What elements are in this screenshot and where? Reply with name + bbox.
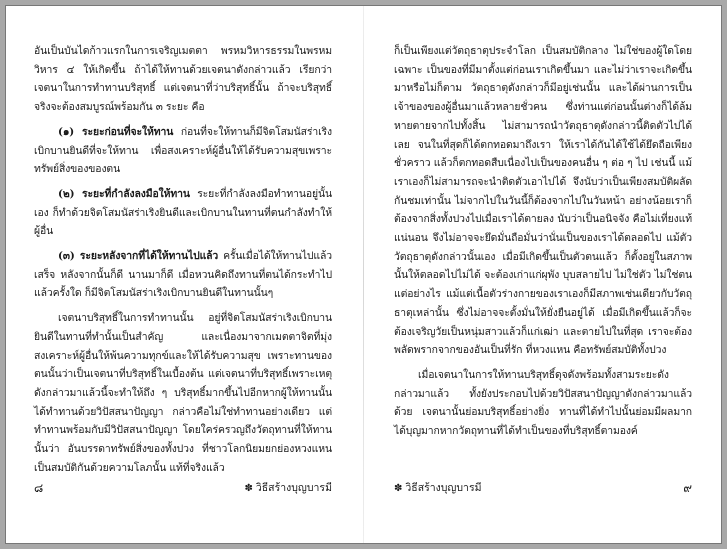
left-page-body xyxy=(34,42,332,477)
left-running-title-text: วิธีสร้างบุญบารมี xyxy=(255,482,332,494)
right-page-body xyxy=(394,42,692,441)
left-page-footer xyxy=(34,480,332,496)
book-gutter xyxy=(363,6,364,543)
left-page xyxy=(34,42,332,512)
paragraph-heading: (๑) ระยะก่อนที่จะให้ทาน xyxy=(58,125,174,138)
paragraph xyxy=(34,42,332,117)
paragraph xyxy=(34,185,332,241)
right-running-title-text: วิธีสร้างบุญบารมี xyxy=(405,482,482,494)
paragraph xyxy=(34,309,332,477)
left-page-running-title xyxy=(244,480,332,497)
paragraph-text: ก็เป็นเพียงแต่วัตถุธาตุประจำโลก เป็นสมบัติกลาง ไม่ใช่ของผู้ใดโดยเฉพาะ เป็นของที่มีมาตั้งแต่ก่อนเราเกิดขึ้นมา และไม่ว่าเราจะเกิดขึ้นมาหรือไม่ก็ตาม วัตถุธาตุดังกล่าวก็มีอยู่เช่นนั้น และได้ผ่านการเป็นเจ้าของของผู้อื่นมาแล้วหลายชั่วคน ซึ่งท่านแต่ก่อนนั้นต่างก็ได้ล้มหายตายจากไปทั้งสิ้น ไม่สามารถนำวัตถุธาตุดังกล่าวนี้ติดตัวไปได้เลย จนในที่สุดก็ได้ตกทอดมาถึงเรา ให้เราได้กันได้ใช้ได้ยึดถือเพียงชั่วคราว แล้วก็ตกทอดสืบเนื่องไปเป็นของคนอื่น ๆ ต่อ ๆ ไป เช่นนี้ แม้เราเองก็ไม่สามารถจะนำติดตัวเอาไปได้ จึงนับว่าเป็นเพียงสมบัติผลัดกันชมเท่านั้น ไม่จากไปในวันนี้ก็ต้องจากไปในวันหน้า อย่างน้อยเราก็ต้องจากสิ่งทั้งปวงไปเมื่อเราได้ตายลง นับว่าเป็นอนิจจัง คือไม่เที่ยงแท้แน่นอน จึงไม่อาจจะยึดมั่นถือมั่นว่านั่นเป็นของเราได้ตลอดไป แม้ตัววัตถุธาตุดังกล่าวนั้นเอง เมื่อมีเกิดขึ้นเป็นตัวตนแล้ว ก็ตั้งอยู่ในสภาพนั้นให้ตลอดไปไม่ได้ จะต้องเก่าแก่ผุพัง บุบสลายไป ไม่ใช่ตัว ไม่ใช่ตนแต่อย่างไร แม้แต่เนื้อตัวร่างกายของเราเองก็มีสภาพเช่นเดียวกับวัตถุธาตุเหล่านั้น ซึ่งไม่อาจจะตั้งมั่นให้ยั่งยืนอยู่ได้ เมื่อมีเกิดขึ้นแล้วก็จะต้องเจริญวัยเป็นหนุ่มสาวแล้วก็แก่เฒ่า และตายไปในที่สุด เราจะต้องพลัดพรากจากของอันเป็นที่รัก ที่หวงแหน คือทรัพย์สมบัติทั้งปวง xyxy=(394,45,692,357)
right-page-running-title xyxy=(394,480,482,497)
paragraph-heading: (๒) ระยะที่กำลังลงมือให้ทาน xyxy=(58,187,190,200)
paragraph-text: ก่อนที่จะให้ทานก็มีจิตโสมนัสร่าเริงเบิกบานยินดีที่จะให้ทาน เพื่อสงเคราะห์ผู้อื่นให้ได้รับความสุขเพราะทรัพย์สิ่งของของตน xyxy=(34,125,332,176)
paragraph xyxy=(34,123,332,179)
right-page xyxy=(394,42,692,512)
paragraph xyxy=(394,42,692,360)
right-page-footer xyxy=(394,480,692,496)
right-page-number: ๙ xyxy=(683,481,692,495)
left-page-number: ๘ xyxy=(34,481,44,495)
paragraph xyxy=(34,247,332,303)
paragraph-text: อันเป็นบันไดก้าวแรกในการเจริญเมตตา พรหมวิหารธรรมในพรหมวิหาร ๔ ให้เกิดขึ้น ถ้าได้ให้ทานด้วยเจตนาดังกล่าวแล้ว เรียกว่าเจตนาในการทำทานบริสุทธิ์ แต่เจตนาที่ว่าบริสุทธิ์นั้น ถ้าจะบริสุทธิ์จริงจะต้องสมบูรณ์พร้อมกัน ๓ ระยะ คือ xyxy=(34,45,332,114)
book-spread xyxy=(6,6,721,543)
paragraph-heading: (๓) ระยะหลังจากที่ได้ให้ทานไปแล้ว xyxy=(58,250,219,263)
paragraph-text: ครั้นเมื่อได้ให้ทานไปแล้วเสร็จ หลังจากนั้นก็ดี นานมาก็ดี เมื่อหวนคิดถึงทานที่ตนได้กระทำไปแล้วครั้งใด ก็มีจิตโสมนัสร่าเริงเบิกบานยินดีในทานนั้นๆ xyxy=(34,250,332,300)
flower-icon: ✽ xyxy=(394,483,403,494)
paragraph-text: เจตนาบริสุทธิ์ในการทำทานนั้น อยู่ที่จิตโสมนัสร่าเริงเบิกบาน ยินดีในทานที่ทำนั้นเป็นสำคัญ และเนื่องมาจากเมตตาจิตที่มุ่งสงเคราะห์ผู้อื่นให้พ้นความทุกข์และให้ได้รับความสุข เพราะทานของตนนั้นว่าเป็นเจตนาที่บริสุทธิ์ในเบื้องต้น แต่เจตนาที่บริสุทธิ์เพราะเหตุดังกล่าวมาแล้วนี้จะทำให้ถึง ๆ บริสุทธิ์มากขึ้นไปอีกหากผู้ให้ทานนั้นได้ทำทานด้วยวิปัสสนาปัญญา กล่าวคือไม่ใช่ทำทานอย่างเดียว แต่ทำทานพร้อมกับมีวิปัสสนาปัญญา โดยใคร่ครวญถึงวัตถุทานที่ให้ทานนั้นว่า อันบรรดาทรัพย์สิ่งของทั้งปวง ที่ชาวโลกนิยมยกย่องหวงแหนเป็นสมบัติกันด้วยความโลภนั้น แท้ที่จริงแล้ว xyxy=(34,312,332,474)
paragraph xyxy=(394,366,692,441)
paragraph-text: เมื่อเจตนาในการให้ทานบริสุทธิ์ดุจดังพร้อมทั้งสามระยะดังกล่าวมาแล้ว ทั้งยังประกอบไปด้วยวิปัสสนาปัญญาดังกล่าวมาแล้วด้วย เจตนานั้นย่อมบริสุทธิ์อย่างยิ่ง ทานที่ได้ทำไปนั้นย่อมมีผลมาก ได้บุญมากหากวัตถุทานที่ได้ทำเป็นของที่บริสุทธิ์ตามองค์ xyxy=(394,368,692,438)
flower-icon: ✽ xyxy=(244,483,253,494)
paragraph-text: ระยะที่กำลังลงมือทำทานอยู่นั้นเอง ก็ทำด้วยจิตโสมนัสร่าเริงยินดีและเบิกบานในทานที่ตนกำลังทำให้ผู้อื่น xyxy=(34,187,332,238)
